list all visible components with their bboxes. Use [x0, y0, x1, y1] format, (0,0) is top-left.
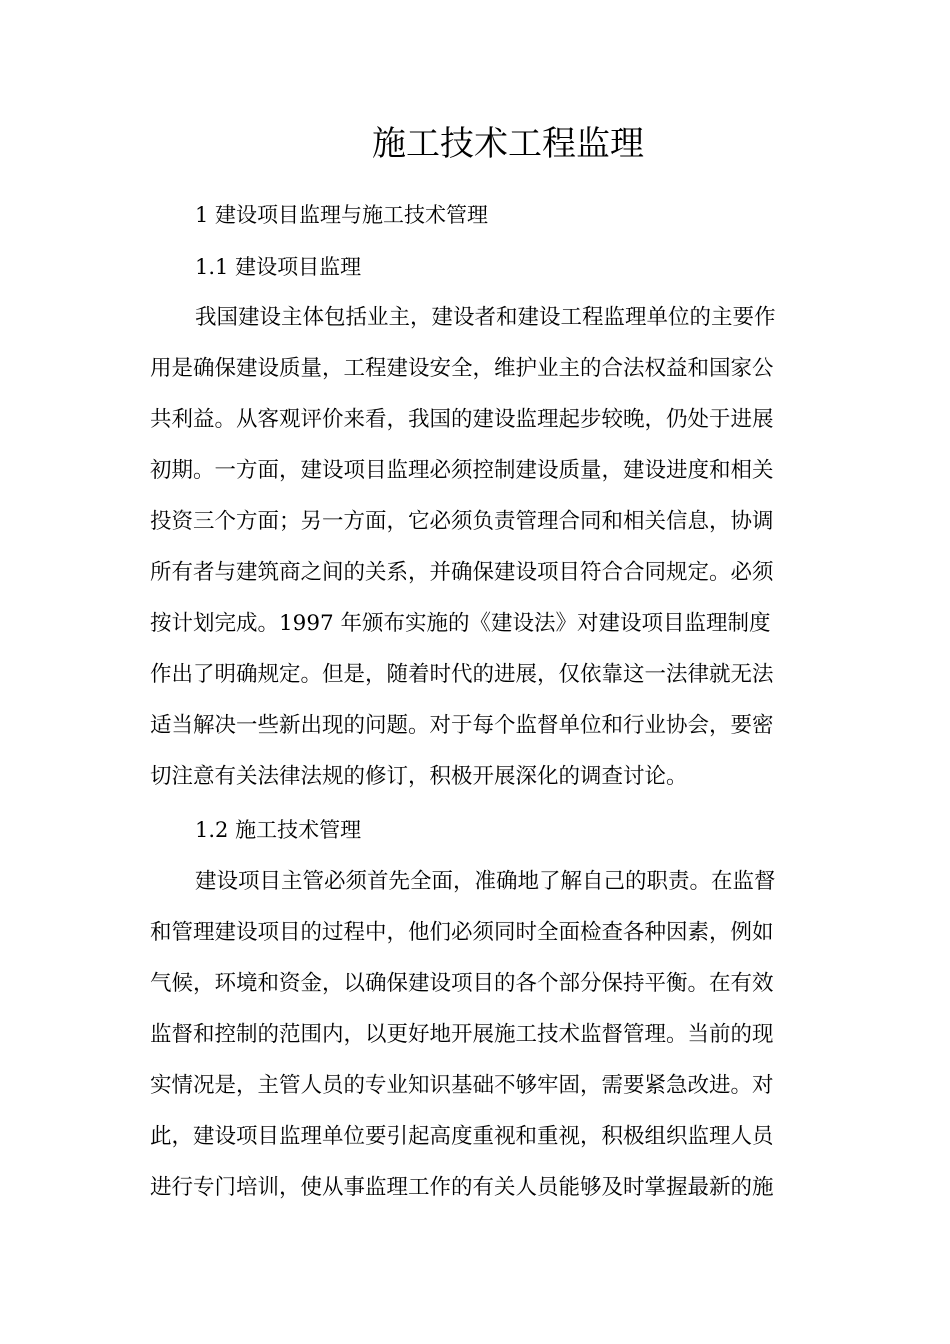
paragraph-line: 气候，环境和资金，以确保建设项目的各个部分保持平衡。在有效	[150, 971, 774, 996]
section-heading-1: 1 建设项目监理与施工技术管理	[195, 203, 489, 227]
paragraph-line: 我国建设主体包括业主，建设者和建设工程监理单位的主要作	[195, 305, 776, 330]
paragraph-line: 此，建设项目监理单位要引起高度重视和重视，积极组织监理人员	[150, 1124, 774, 1149]
section-heading-1-1: 1.1 建设项目监理	[195, 255, 362, 279]
paragraph-line: 实情况是，主管人员的专业知识基础不够牢固，需要紧急改进。对	[150, 1073, 774, 1098]
document-title: 施工技术工程监理	[372, 124, 644, 164]
paragraph-line: 投资三个方面；另一方面，它必须负责管理合同和相关信息，协调	[150, 509, 774, 534]
section-heading-1-2: 1.2 施工技术管理	[195, 818, 362, 842]
paragraph-line: 适当解决一些新出现的问题。对于每个监督单位和行业协会，要密	[150, 713, 774, 738]
paragraph-line: 监督和控制的范围内，以更好地开展施工技术监督管理。当前的现	[150, 1022, 774, 1047]
paragraph-line: 切注意有关法律法规的修订，积极开展深化的调查讨论。	[150, 764, 688, 789]
paragraph-line: 共利益。从客观评价来看，我国的建设监理起步较晚，仍处于进展	[150, 407, 774, 432]
paragraph-line: 建设项目主管必须首先全面，准确地了解自己的职责。在监督	[195, 869, 776, 894]
paragraph-line: 所有者与建筑商之间的关系，并确保建设项目符合合同规定。必须	[150, 560, 774, 585]
paragraph-line: 初期。一方面，建设项目监理必须控制建设质量，建设进度和相关	[150, 458, 774, 483]
paragraph-line: 按计划完成。1997 年颁布实施的《建设法》对建设项目监理制度	[150, 611, 771, 636]
paragraph-line: 作出了明确规定。但是，随着时代的进展，仅依靠这一法律就无法	[150, 662, 774, 687]
paragraph-line: 用是确保建设质量，工程建设安全，维护业主的合法权益和国家公	[150, 356, 774, 381]
paragraph-line: 进行专门培训，使从事监理工作的有关人员能够及时掌握最新的施	[150, 1175, 774, 1200]
paragraph-line: 和管理建设项目的过程中，他们必须同时全面检查各种因素，例如	[150, 920, 774, 945]
